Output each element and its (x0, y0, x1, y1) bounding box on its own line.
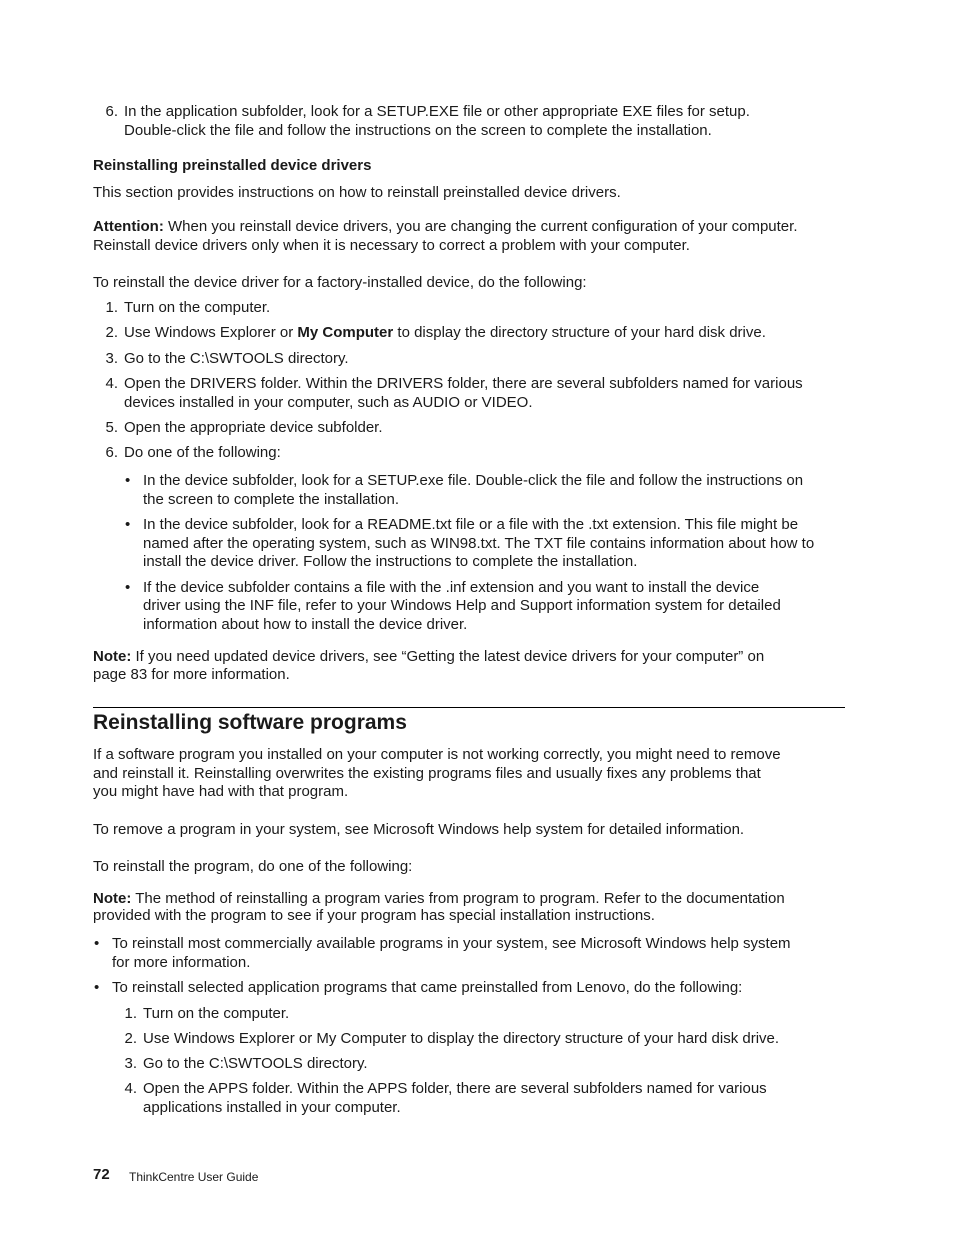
attention-label: Attention: (93, 218, 164, 235)
section-heading: Reinstalling software programs (93, 711, 407, 734)
bullet-text-line: In the device subfolder, look for a README.txt file or a file with the .txt extension. This file might be (143, 516, 799, 533)
step-number: 6. (105, 444, 118, 461)
step-text-line: Go to the C:\SWTOOLS directory. (124, 350, 349, 367)
bullet-text-line: for more information. (112, 954, 251, 971)
step-text-line: Go to the C:\SWTOOLS directory. (143, 1055, 368, 1072)
step-text-line: applications installed in your computer. (143, 1099, 401, 1116)
bullet-icon: • (94, 935, 100, 952)
step-text: Use Windows Explorer or (124, 324, 298, 341)
bullet-text-line: driver using the INF file, refer to your Windows Help and Support information system for detailed (143, 597, 781, 614)
section-subheading: Reinstalling preinstalled device drivers (93, 157, 372, 174)
step-number: 1. (124, 1005, 137, 1022)
bullet-icon: • (125, 579, 131, 596)
bullet-text-line: install the device driver. Follow the instructions to complete the installation. (143, 553, 638, 570)
bullet-text-line: If the device subfolder contains a file with the .inf extension and you want to install the device (143, 579, 760, 596)
step-number: 2. (105, 324, 118, 341)
paragraph: To reinstall the device driver for a factory-installed device, do the following: (93, 274, 587, 291)
step-number: 6. (105, 103, 118, 120)
paragraph-line: and reinstall it. Reinstalling overwrites the existing programs files and usually fixes any problems that (93, 765, 761, 782)
step-number: 4. (124, 1080, 137, 1097)
footer-title: ThinkCentre User Guide (129, 1170, 259, 1184)
bullet-icon: • (94, 979, 100, 996)
step-text-line: Open the APPS folder. Within the APPS folder, there are several subfolders named for various (143, 1080, 767, 1097)
step-text-line: Open the DRIVERS folder. Within the DRIVERS folder, there are several subfolders named for various (124, 375, 803, 392)
section-divider (93, 707, 845, 708)
step-number: 2. (124, 1030, 137, 1047)
note-text: The method of reinstalling a program varies from program to program. Refer to the documentation (131, 890, 785, 907)
bullet-text-line: the screen to complete the installation. (143, 491, 399, 508)
bullet-text-line: To reinstall selected application programs that came preinstalled from Lenovo, do the following: (112, 979, 743, 996)
step-text: to display the directory structure of your hard disk drive. (393, 324, 766, 341)
note-label: Note: (93, 890, 132, 907)
paragraph: To reinstall the program, do one of the following: (93, 858, 413, 875)
attention-paragraph (93, 218, 797, 237)
step-text-line: Use Windows Explorer or My Computer to display the directory structure of your hard disk drive. (143, 1030, 780, 1047)
note-label: Note: (93, 648, 132, 665)
step-number: 3. (105, 350, 118, 367)
attention-text-line: Reinstall device drivers only when it is necessary to correct a problem with your computer. (93, 237, 690, 254)
step-text-line: In the application subfolder, look for a SETUP.EXE file or other appropriate EXE files for setup. (124, 103, 750, 120)
my-computer-term: My Computer (297, 324, 394, 341)
step-text-line: devices installed in your computer, such as AUDIO or VIDEO. (124, 394, 533, 411)
note-paragraph (93, 648, 764, 667)
step-number: 3. (124, 1055, 137, 1072)
attention-text: When you reinstall device drivers, you are changing the current configuration of your computer. (163, 218, 798, 235)
page-number: 72 (93, 1166, 110, 1183)
note-text: If you need updated device drivers, see “Getting the latest device drivers for your computer” on (131, 648, 765, 665)
note-text-line: page 83 for more information. (93, 666, 290, 683)
bullet-text-line: To reinstall most commercially available programs in your system, see Microsoft Windows help system (112, 935, 791, 952)
step-text-line: Open the appropriate device subfolder. (124, 419, 383, 436)
bullet-icon: • (125, 472, 131, 489)
step-text-line: Turn on the computer. (143, 1005, 290, 1022)
step-text-line: Do one of the following: (124, 444, 281, 461)
step-text-line: Double-click the file and follow the instructions on the screen to complete the installation. (124, 122, 712, 139)
step-number: 5. (105, 419, 118, 436)
note-text-line: provided with the program to see if your program has special installation instructions. (93, 907, 655, 924)
step-number: 4. (105, 375, 118, 392)
bullet-text-line: information about how to install the device driver. (143, 616, 468, 633)
step-text-line: Turn on the computer. (124, 299, 271, 316)
paragraph: To remove a program in your system, see Microsoft Windows help system for detailed information. (93, 821, 745, 838)
paragraph-line: If a software program you installed on your computer is not working correctly, you might need to remove (93, 746, 781, 763)
bullet-icon: • (125, 516, 131, 533)
note-paragraph (93, 890, 785, 909)
bullet-text-line: named after the operating system, such as WIN98.txt. The TXT file contains information about how to (143, 535, 815, 552)
paragraph-line: you might have had with that program. (93, 783, 349, 800)
step-text-line (124, 324, 766, 343)
step-number: 1. (105, 299, 118, 316)
bullet-text-line: In the device subfolder, look for a SETUP.exe file. Double-click the file and follow the instructions on (143, 472, 804, 489)
paragraph: This section provides instructions on how to reinstall preinstalled device drivers. (93, 184, 621, 201)
